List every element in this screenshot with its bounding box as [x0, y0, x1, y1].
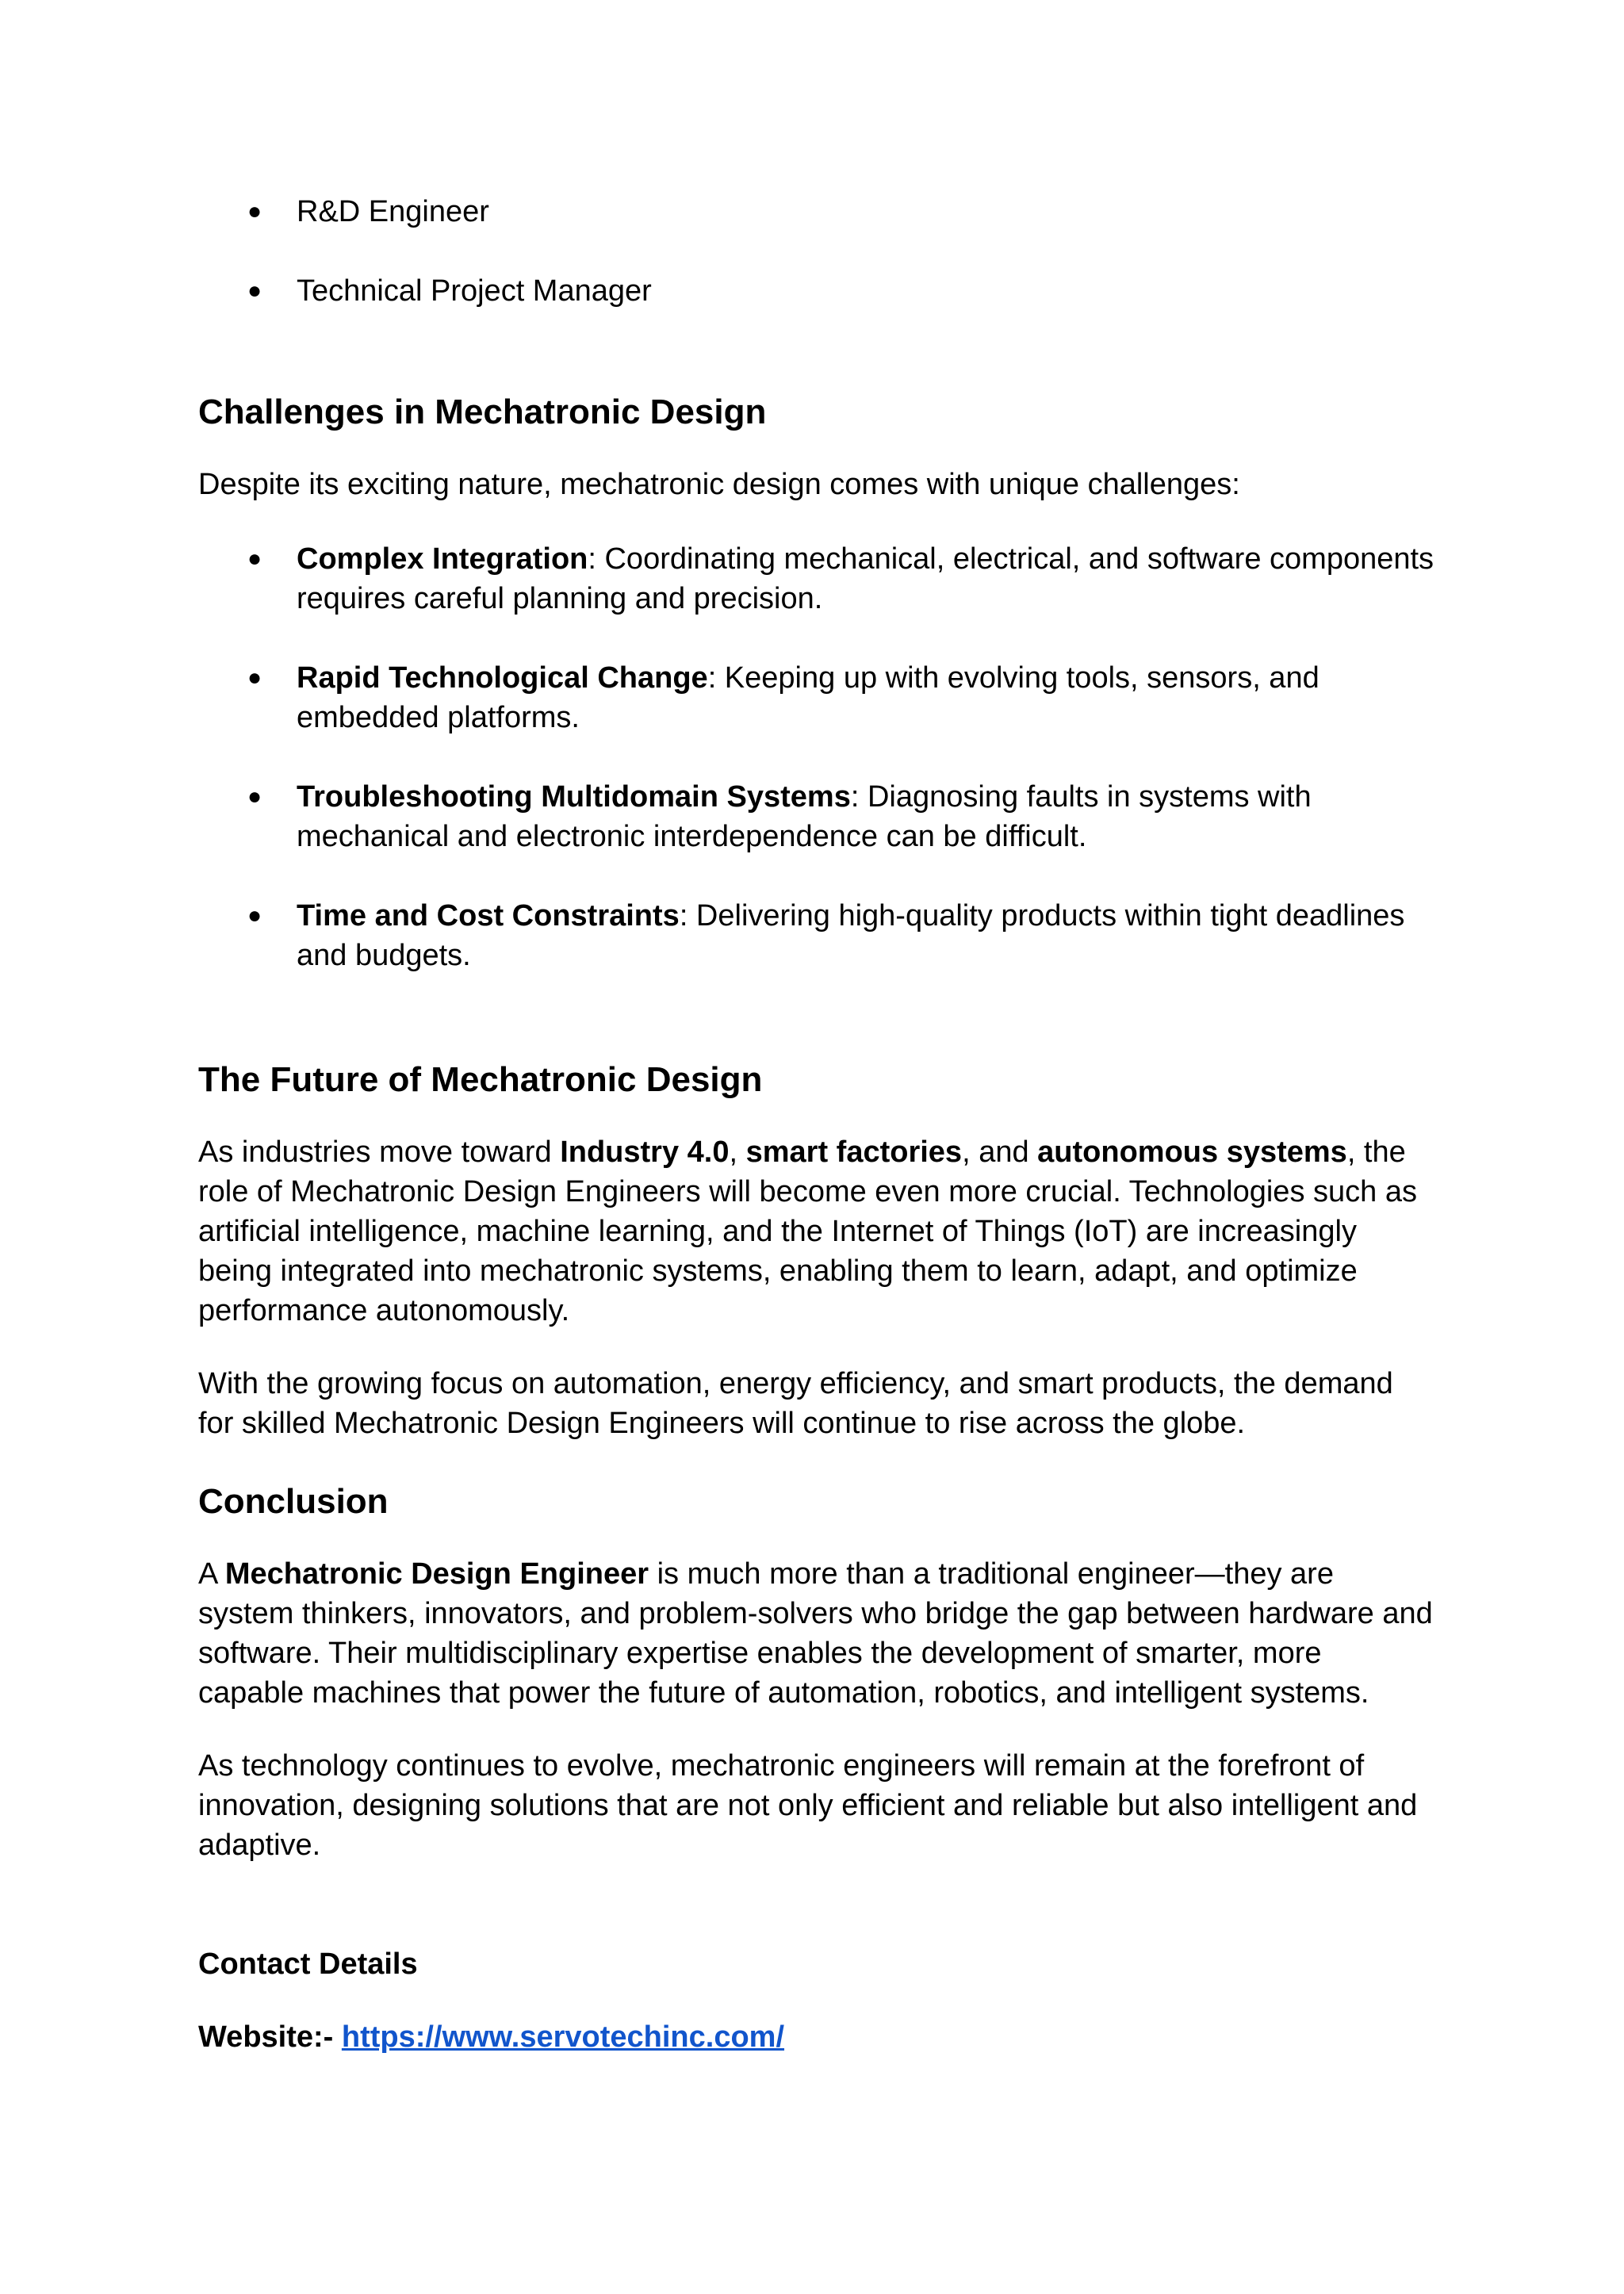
future-heading: The Future of Mechatronic Design — [198, 1060, 763, 1099]
list-item-text: : Coordinating mechanical, electrical, and software components requires careful planning and precision. — [297, 542, 1434, 615]
challenges-intro: Despite its exciting nature, mechatronic design comes with unique challenges: — [198, 468, 1240, 501]
list-item-text: R&D Engineer — [297, 195, 489, 228]
text-run: , and — [962, 1136, 1038, 1169]
list-item-term: Rapid Technological Change — [297, 661, 708, 695]
list-item — [198, 192, 1435, 232]
role-list — [198, 192, 1435, 311]
list-item — [198, 777, 1435, 856]
bullet-icon: ● — [247, 546, 262, 572]
bullet-icon: ● — [247, 783, 262, 810]
website-line — [198, 2017, 1435, 2057]
list-item — [198, 539, 1435, 618]
conclusion-heading: Conclusion — [198, 1482, 389, 1521]
website-link[interactable]: https://www.servotechinc.com/ — [341, 2020, 785, 2054]
text-run: , the role of Mechatronic Design Engineers will become even more crucial. Technologies such as artificial intelligence, machine learning, and the Internet of Things (IoT) are increasingly being integrated into mechatronic systems, enabling them to learn, adapt, and optimize performance autonomously. — [198, 1136, 1417, 1327]
text-run: As industries move toward — [198, 1136, 561, 1169]
bold-term: smart factories — [745, 1136, 963, 1169]
website-label: Website:- — [198, 2020, 342, 2054]
bullet-icon: ● — [247, 278, 262, 304]
list-item-text: : Delivering high-quality products within tight deadlines and budgets. — [297, 899, 1405, 972]
list-item — [198, 896, 1435, 975]
list-item-term: Troubleshooting Multidomain Systems — [297, 780, 851, 814]
future-paragraph-1 — [198, 1132, 1435, 1331]
list-item — [198, 271, 1435, 311]
future-paragraph-2: With the growing focus on automation, energy efficiency, and smart products, the demand for skilled Mechatronic Design Engineers will continue to rise across the globe. — [198, 1367, 1393, 1440]
challenges-heading: Challenges in Mechatronic Design — [198, 393, 767, 431]
bold-term: autonomous systems — [1037, 1136, 1347, 1169]
text-run: is much more than a traditional engineer—they are system thinkers, innovators, and problem-solvers who bridge the gap between hardware and software. Their multidisciplinary expertise enables the development of smarter, more capable machines that power the future of automation, robotics, and intelligent systems. — [198, 1557, 1433, 1710]
conclusion-paragraph-1 — [198, 1554, 1435, 1713]
list-item-text: : Diagnosing faults in systems with mechanical and electronic interdependence can be difficult. — [297, 780, 1312, 853]
list-item-term: Time and Cost Constraints — [297, 899, 680, 933]
contact-heading: Contact Details — [198, 1947, 418, 1981]
conclusion-paragraph-2: As technology continues to evolve, mechatronic engineers will remain at the forefront of innovation, designing solutions that are not only efficient and reliable but also intelligent and adaptive. — [198, 1749, 1418, 1862]
list-item-term: Complex Integration — [297, 542, 588, 576]
text-run: A — [198, 1557, 225, 1591]
bullet-icon: ● — [247, 902, 262, 929]
list-item-text: Technical Project Manager — [297, 274, 652, 308]
bold-term: Industry 4.0 — [560, 1136, 730, 1169]
list-item-text: : Keeping up with evolving tools, sensors, and embedded platforms. — [297, 661, 1320, 734]
bold-term: Mechatronic Design Engineer — [224, 1557, 649, 1591]
bullet-icon: ● — [247, 664, 262, 691]
bullet-icon: ● — [247, 198, 262, 224]
list-item — [198, 658, 1435, 737]
text-run: , — [729, 1136, 746, 1169]
page-content — [198, 192, 1435, 2057]
challenges-list — [198, 539, 1435, 975]
